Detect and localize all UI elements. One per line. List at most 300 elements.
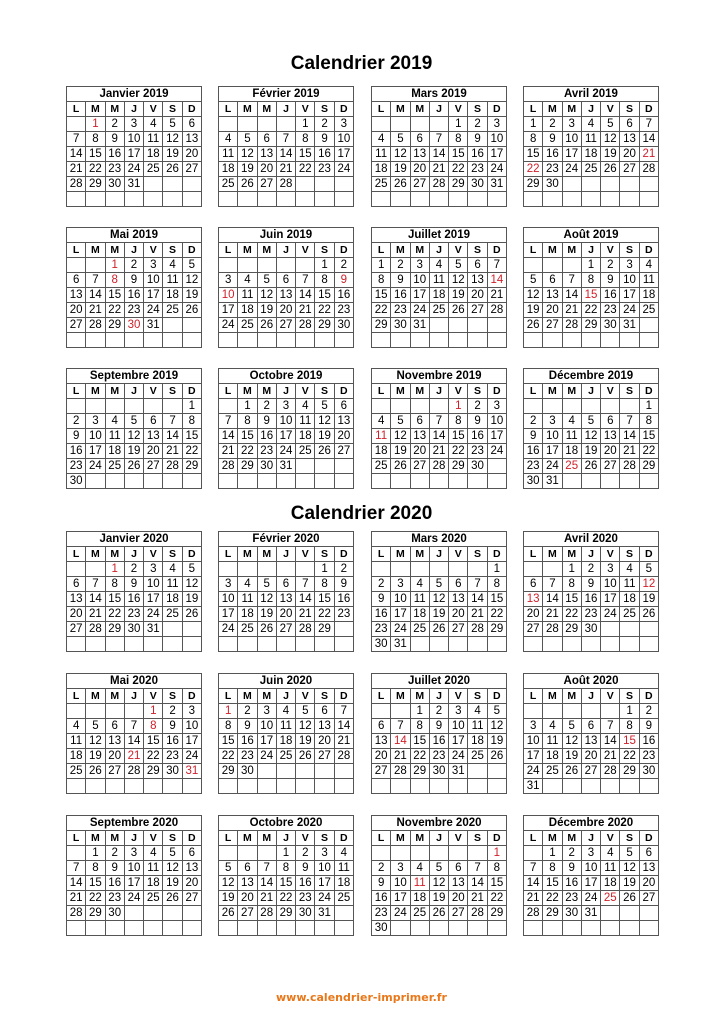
footer-url[interactable]: www.calendrier-imprimer.fr — [276, 991, 447, 1004]
weekday-header: L — [372, 102, 391, 117]
day-cell: 16 — [124, 592, 143, 607]
day-cell: 23 — [562, 891, 581, 906]
month-calendar — [66, 227, 202, 348]
empty-cell — [257, 779, 276, 794]
day-cell: 5 — [238, 132, 257, 147]
day-cell: 9 — [468, 132, 487, 147]
weekday-header: M — [562, 102, 581, 117]
day-cell: 24 — [124, 162, 143, 177]
weekday-header: M — [410, 384, 429, 399]
day-cell: 29 — [543, 906, 562, 921]
empty-cell — [620, 399, 639, 414]
empty-cell — [238, 846, 257, 861]
weekday-header: M — [562, 831, 581, 846]
empty-cell — [163, 177, 182, 192]
empty-cell — [449, 192, 468, 207]
day-cell: 2 — [601, 258, 620, 273]
day-cell: 18 — [334, 876, 353, 891]
empty-cell — [182, 333, 201, 348]
empty-cell — [163, 192, 182, 207]
day-cell: 4 — [468, 704, 487, 719]
day-cell: 4 — [334, 846, 353, 861]
empty-cell — [468, 192, 487, 207]
day-cell: 2 — [391, 258, 410, 273]
empty-cell — [219, 192, 238, 207]
day-cell: 6 — [182, 846, 201, 861]
empty-cell — [86, 192, 105, 207]
day-cell: 23 — [124, 607, 143, 622]
weekday-header: L — [67, 547, 86, 562]
day-cell: 10 — [543, 429, 562, 444]
day-cell: 7 — [429, 132, 448, 147]
weekday-header: D — [182, 384, 201, 399]
day-cell: 18 — [144, 876, 163, 891]
empty-cell — [315, 474, 334, 489]
weekday-header: J — [124, 243, 143, 258]
day-cell: 11 — [219, 147, 238, 162]
weekday-header: L — [524, 689, 543, 704]
day-cell: 22 — [487, 891, 506, 906]
day-cell: 24 — [601, 607, 620, 622]
weekday-header: J — [276, 547, 295, 562]
day-cell: 21 — [67, 891, 86, 906]
weekday-header: M — [238, 547, 257, 562]
empty-cell — [391, 846, 410, 861]
day-cell: 23 — [391, 303, 410, 318]
month-title: Septembre 2019 — [67, 369, 202, 384]
empty-cell — [257, 764, 276, 779]
day-cell: 4 — [144, 846, 163, 861]
day-cell: 31 — [581, 906, 600, 921]
day-cell: 5 — [257, 577, 276, 592]
weekday-header: V — [601, 831, 620, 846]
day-cell: 13 — [182, 132, 201, 147]
day-cell: 23 — [105, 891, 124, 906]
day-cell: 5 — [429, 577, 448, 592]
weekday-header: D — [182, 831, 201, 846]
weekday-header: D — [639, 243, 658, 258]
month-calendar — [371, 673, 507, 794]
day-cell: 25 — [163, 303, 182, 318]
weekday-header: D — [639, 831, 658, 846]
weekday-header: M — [86, 243, 105, 258]
day-cell: 28 — [543, 622, 562, 637]
weekday-header: L — [67, 384, 86, 399]
day-cell: 15 — [639, 429, 658, 444]
day-cell: 26 — [429, 622, 448, 637]
day-cell: 3 — [562, 117, 581, 132]
day-cell: 13 — [639, 861, 658, 876]
empty-cell — [524, 562, 543, 577]
day-cell: 28 — [639, 162, 658, 177]
empty-cell — [315, 921, 334, 936]
empty-cell — [562, 474, 581, 489]
day-cell: 21 — [67, 162, 86, 177]
day-cell: 19 — [182, 592, 201, 607]
day-cell: 26 — [219, 906, 238, 921]
day-cell: 18 — [581, 147, 600, 162]
day-cell: 7 — [86, 577, 105, 592]
empty-cell — [86, 704, 105, 719]
empty-cell — [219, 846, 238, 861]
day-cell: 23 — [238, 749, 257, 764]
day-cell: 25 — [410, 906, 429, 921]
weekday-header: J — [429, 689, 448, 704]
empty-cell — [334, 779, 353, 794]
day-cell: 7 — [296, 577, 315, 592]
day-cell: 3 — [410, 258, 429, 273]
day-cell: 16 — [334, 592, 353, 607]
empty-cell — [296, 764, 315, 779]
weekday-header: J — [429, 384, 448, 399]
day-cell: 26 — [86, 764, 105, 779]
day-cell: 28 — [67, 177, 86, 192]
weekday-header: M — [391, 102, 410, 117]
day-cell: 3 — [144, 562, 163, 577]
empty-cell — [257, 258, 276, 273]
empty-cell — [276, 258, 295, 273]
day-cell: 27 — [334, 444, 353, 459]
day-cell: 9 — [105, 132, 124, 147]
day-cell: 2 — [581, 562, 600, 577]
weekday-header: M — [105, 384, 124, 399]
day-cell: 12 — [391, 147, 410, 162]
empty-cell — [182, 921, 201, 936]
day-cell: 22 — [182, 444, 201, 459]
weekday-header: D — [334, 831, 353, 846]
day-cell: 5 — [581, 414, 600, 429]
day-cell: 3 — [449, 704, 468, 719]
month-title: Janvier 2020 — [67, 532, 202, 547]
empty-cell — [429, 779, 448, 794]
empty-cell — [524, 637, 543, 652]
day-cell: 15 — [410, 734, 429, 749]
day-cell: 4 — [620, 562, 639, 577]
weekday-header: S — [163, 384, 182, 399]
month-calendar — [66, 368, 202, 489]
day-cell: 2 — [468, 399, 487, 414]
month-calendar — [371, 531, 507, 652]
day-cell: 2 — [639, 704, 658, 719]
day-cell: 17 — [391, 607, 410, 622]
day-cell: 11 — [601, 861, 620, 876]
weekday-header: S — [468, 102, 487, 117]
day-cell: 24 — [144, 303, 163, 318]
day-cell: 30 — [468, 459, 487, 474]
weekday-header: S — [315, 547, 334, 562]
day-cell: 22 — [639, 444, 658, 459]
day-cell: 15 — [487, 876, 506, 891]
day-cell: 5 — [487, 704, 506, 719]
day-cell: 20 — [449, 891, 468, 906]
day-cell: 26 — [601, 162, 620, 177]
weekday-header: D — [334, 689, 353, 704]
empty-cell — [581, 474, 600, 489]
day-cell: 16 — [257, 429, 276, 444]
day-cell: 12 — [562, 734, 581, 749]
empty-cell — [105, 779, 124, 794]
day-cell: 3 — [276, 399, 295, 414]
day-cell: 10 — [315, 861, 334, 876]
day-cell: 7 — [124, 719, 143, 734]
day-cell: 9 — [581, 577, 600, 592]
day-cell: 15 — [182, 429, 201, 444]
day-cell: 1 — [238, 399, 257, 414]
empty-cell — [601, 399, 620, 414]
day-cell: 9 — [124, 273, 143, 288]
day-cell: 10 — [124, 861, 143, 876]
weekday-header: M — [238, 384, 257, 399]
day-cell: 6 — [410, 414, 429, 429]
empty-cell — [67, 846, 86, 861]
day-cell: 17 — [487, 429, 506, 444]
empty-cell — [410, 921, 429, 936]
day-cell: 7 — [296, 273, 315, 288]
day-cell: 17 — [182, 734, 201, 749]
weekday-header: M — [410, 547, 429, 562]
day-cell: 18 — [238, 303, 257, 318]
day-cell: 12 — [182, 577, 201, 592]
day-cell: 7 — [620, 414, 639, 429]
empty-cell — [620, 637, 639, 652]
day-cell: 10 — [391, 592, 410, 607]
empty-cell — [543, 779, 562, 794]
empty-cell — [543, 333, 562, 348]
empty-cell — [487, 318, 506, 333]
day-cell: 10 — [524, 734, 543, 749]
day-cell: 9 — [124, 577, 143, 592]
day-cell: 26 — [257, 318, 276, 333]
month-calendar — [371, 227, 507, 348]
day-cell: 15 — [562, 592, 581, 607]
day-cell: 19 — [429, 607, 448, 622]
month-title: Mai 2019 — [67, 228, 202, 243]
empty-cell — [524, 258, 543, 273]
day-cell: 15 — [219, 734, 238, 749]
day-cell: 18 — [219, 162, 238, 177]
day-cell: 19 — [449, 288, 468, 303]
day-cell: 27 — [144, 459, 163, 474]
day-cell: 14 — [67, 876, 86, 891]
day-cell: 6 — [182, 117, 201, 132]
empty-cell — [372, 562, 391, 577]
day-cell: 29 — [315, 318, 334, 333]
empty-cell — [524, 192, 543, 207]
day-cell: 10 — [86, 429, 105, 444]
empty-cell — [639, 333, 658, 348]
empty-cell — [144, 921, 163, 936]
weekday-header: L — [372, 547, 391, 562]
empty-cell — [410, 117, 429, 132]
day-cell: 13 — [524, 592, 543, 607]
day-cell: 30 — [334, 318, 353, 333]
empty-cell — [639, 192, 658, 207]
day-cell: 9 — [334, 273, 353, 288]
day-cell: 8 — [620, 719, 639, 734]
day-cell: 19 — [429, 891, 448, 906]
empty-cell — [124, 906, 143, 921]
day-cell: 20 — [601, 444, 620, 459]
day-cell: 2 — [543, 117, 562, 132]
empty-cell — [238, 117, 257, 132]
empty-cell — [487, 921, 506, 936]
empty-cell — [124, 921, 143, 936]
day-cell: 28 — [86, 622, 105, 637]
day-cell: 6 — [257, 132, 276, 147]
day-cell: 14 — [487, 273, 506, 288]
day-cell: 26 — [429, 906, 448, 921]
weekday-header: M — [543, 384, 562, 399]
weekday-header: D — [334, 384, 353, 399]
weekday-header: V — [449, 689, 468, 704]
day-cell: 20 — [276, 303, 295, 318]
empty-cell — [276, 562, 295, 577]
day-cell: 16 — [601, 288, 620, 303]
day-cell: 4 — [163, 562, 182, 577]
weekday-header: M — [391, 831, 410, 846]
day-cell: 23 — [639, 749, 658, 764]
day-cell: 1 — [105, 562, 124, 577]
day-cell: 9 — [562, 861, 581, 876]
day-cell: 21 — [86, 607, 105, 622]
empty-cell — [429, 921, 448, 936]
day-cell: 29 — [620, 764, 639, 779]
day-cell: 5 — [163, 117, 182, 132]
empty-cell — [67, 921, 86, 936]
day-cell: 13 — [67, 288, 86, 303]
empty-cell — [334, 459, 353, 474]
day-cell: 24 — [524, 764, 543, 779]
weekday-header: S — [620, 102, 639, 117]
empty-cell — [334, 622, 353, 637]
day-cell: 13 — [182, 861, 201, 876]
day-cell: 22 — [315, 303, 334, 318]
day-cell: 28 — [429, 177, 448, 192]
day-cell: 23 — [372, 622, 391, 637]
weekday-header: S — [315, 384, 334, 399]
day-cell: 3 — [257, 704, 276, 719]
day-cell: 24 — [449, 749, 468, 764]
day-cell: 23 — [67, 459, 86, 474]
day-cell: 26 — [163, 162, 182, 177]
month-title: Août 2019 — [524, 228, 659, 243]
day-cell: 19 — [601, 147, 620, 162]
day-cell: 22 — [372, 303, 391, 318]
day-cell: 25 — [105, 459, 124, 474]
weekday-header: D — [639, 689, 658, 704]
month-title: Février 2020 — [219, 532, 354, 547]
day-cell: 31 — [487, 177, 506, 192]
day-cell: 28 — [296, 318, 315, 333]
weekday-header: M — [391, 547, 410, 562]
day-cell: 10 — [449, 719, 468, 734]
weekday-header: D — [487, 243, 506, 258]
empty-cell — [276, 764, 295, 779]
weekday-header: M — [562, 547, 581, 562]
weekday-header: S — [163, 243, 182, 258]
day-cell: 19 — [257, 607, 276, 622]
day-cell: 11 — [105, 429, 124, 444]
empty-cell — [124, 704, 143, 719]
empty-cell — [238, 192, 257, 207]
day-cell: 22 — [487, 607, 506, 622]
empty-cell — [543, 192, 562, 207]
empty-cell — [67, 704, 86, 719]
day-cell: 12 — [429, 592, 448, 607]
day-cell: 2 — [124, 562, 143, 577]
weekday-header: M — [105, 831, 124, 846]
day-cell: 22 — [105, 607, 124, 622]
day-cell: 2 — [562, 846, 581, 861]
day-cell: 5 — [601, 117, 620, 132]
day-cell: 30 — [543, 177, 562, 192]
empty-cell — [581, 921, 600, 936]
day-cell: 18 — [620, 592, 639, 607]
day-cell: 6 — [620, 117, 639, 132]
empty-cell — [620, 177, 639, 192]
empty-cell — [468, 333, 487, 348]
day-cell: 21 — [219, 444, 238, 459]
day-cell: 31 — [144, 622, 163, 637]
empty-cell — [105, 333, 124, 348]
empty-cell — [124, 399, 143, 414]
empty-cell — [144, 399, 163, 414]
empty-cell — [86, 258, 105, 273]
day-cell: 25 — [410, 622, 429, 637]
weekday-header: S — [468, 243, 487, 258]
day-cell: 19 — [315, 429, 334, 444]
day-cell: 28 — [620, 459, 639, 474]
empty-cell — [315, 779, 334, 794]
empty-cell — [524, 846, 543, 861]
day-cell: 9 — [105, 861, 124, 876]
day-cell: 14 — [163, 429, 182, 444]
day-cell: 2 — [105, 846, 124, 861]
day-cell: 12 — [620, 861, 639, 876]
empty-cell — [219, 637, 238, 652]
day-cell: 15 — [296, 147, 315, 162]
month-calendar — [523, 86, 659, 207]
month-calendar — [218, 86, 354, 207]
empty-cell — [639, 906, 658, 921]
day-cell: 29 — [86, 177, 105, 192]
day-cell: 27 — [410, 177, 429, 192]
day-cell: 24 — [391, 622, 410, 637]
day-cell: 5 — [296, 704, 315, 719]
day-cell: 26 — [257, 622, 276, 637]
empty-cell — [86, 399, 105, 414]
day-cell: 16 — [543, 147, 562, 162]
weekday-header: M — [562, 384, 581, 399]
day-cell: 5 — [257, 273, 276, 288]
day-cell: 21 — [296, 607, 315, 622]
month-calendar — [523, 368, 659, 489]
day-cell: 30 — [639, 764, 658, 779]
day-cell: 5 — [182, 562, 201, 577]
day-cell: 6 — [543, 273, 562, 288]
day-cell: 4 — [276, 704, 295, 719]
weekday-header: M — [543, 243, 562, 258]
month-title: Décembre 2020 — [524, 816, 659, 831]
empty-cell — [86, 779, 105, 794]
weekday-header: J — [124, 384, 143, 399]
empty-cell — [639, 622, 658, 637]
empty-cell — [86, 562, 105, 577]
day-cell: 15 — [524, 147, 543, 162]
day-cell: 28 — [86, 318, 105, 333]
day-cell: 21 — [257, 891, 276, 906]
day-cell: 19 — [163, 876, 182, 891]
